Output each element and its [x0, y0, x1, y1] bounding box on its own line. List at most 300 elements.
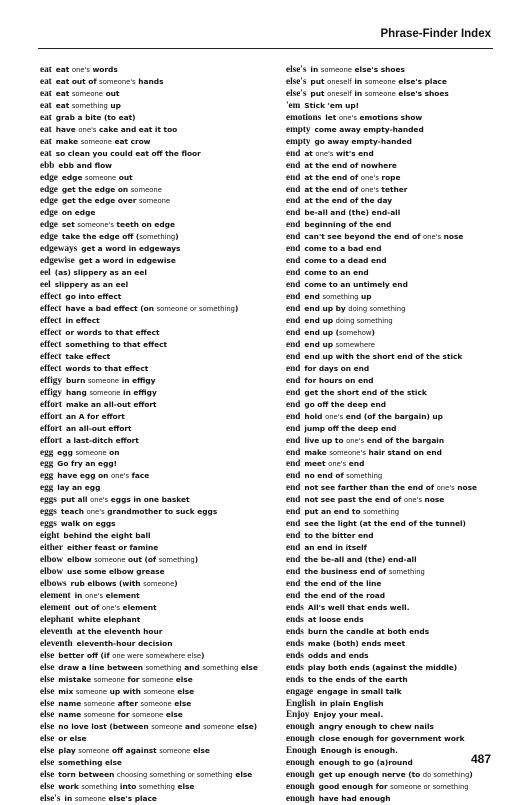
entry-headword: enough: [286, 793, 315, 804]
entry-placeholder-text: someone: [130, 185, 162, 194]
entry-phrase-text: or words to that effect: [65, 327, 160, 337]
entry-phrase-text: teach: [60, 507, 87, 517]
entry-headword: enough: [286, 769, 315, 780]
index-entry: [40, 279, 268, 291]
index-entry: [286, 626, 514, 638]
entry-placeholder-text: someone: [151, 723, 183, 732]
entry-headword: end: [286, 566, 301, 577]
entry-phrase-text: play both ends (against the middle): [307, 662, 458, 672]
entry-phrase-text: get the edge on: [61, 184, 131, 194]
entry-placeholder-text: something: [145, 663, 182, 672]
entry-placeholder-text: one's: [101, 603, 120, 612]
entry-placeholder-text: someone: [364, 89, 396, 98]
entry-phrase-text: come to a bad end: [304, 244, 382, 254]
entry-headword: end: [286, 589, 301, 600]
entry-phrase-text: an end in itself: [304, 543, 367, 553]
entry-phrase-text: at the end of nowhere: [304, 160, 397, 170]
index-entry: [286, 207, 514, 219]
entry-phrase-text: else: [238, 662, 258, 672]
entry-headword: egg: [40, 458, 54, 469]
entry-headword: effigy: [40, 374, 62, 385]
entry-headword: end: [286, 231, 301, 242]
entry-phrase-text: hang: [65, 387, 90, 397]
entry-phrase-text: to the ends of the earth: [307, 674, 408, 684]
entry-phrase-text: on: [106, 447, 120, 457]
index-entry: [286, 219, 514, 231]
index-entry: [40, 614, 268, 626]
entry-headword: element: [40, 601, 71, 612]
index-entry: [286, 709, 514, 721]
index-entry: [286, 590, 514, 602]
entry-phrase-text: (as) slippery as an eel: [54, 268, 147, 278]
entry-phrase-text: nose: [454, 483, 478, 493]
index-entry: [40, 387, 268, 399]
entry-phrase-text: nose: [441, 232, 464, 242]
entry-headword: elbow: [40, 554, 63, 565]
entry-headword: egg: [40, 446, 54, 457]
entry-phrase-text: end: [304, 292, 323, 302]
entry-headword: eat: [40, 147, 52, 158]
entry-headword: end: [286, 518, 301, 529]
entry-headword: Enough: [286, 745, 317, 756]
index-entry: [40, 650, 268, 662]
entry-headword: end: [286, 554, 301, 565]
index-entry: [286, 686, 514, 698]
entry-phrase-text: else): [234, 722, 258, 732]
index-entry: [286, 506, 514, 518]
entry-placeholder-text: somehow: [338, 328, 372, 337]
entry-placeholder-text: someone's: [329, 448, 366, 457]
entry-phrase-text: emotions show: [356, 112, 423, 122]
entry-headword: end: [286, 542, 301, 553]
entry-placeholder-text: one's: [78, 125, 97, 134]
entry-headword: 'em: [286, 99, 301, 110]
entry-placeholder-text: doing something: [348, 305, 406, 314]
entry-headword: effect: [40, 291, 62, 302]
entry-placeholder-text: someone: [132, 711, 164, 720]
index-entry: [40, 602, 268, 614]
index-entry: [40, 458, 268, 470]
index-entry: [40, 64, 268, 76]
index-entry: [286, 291, 514, 303]
entry-phrase-text: in plain English: [319, 698, 384, 708]
entry-phrase-text: in: [74, 590, 85, 600]
index-entry: [40, 757, 268, 769]
index-entry: [286, 423, 514, 435]
entry-placeholder-text: someone: [87, 376, 120, 385]
entry-phrase-text: close enough for government work: [318, 734, 465, 744]
entry-headword: edge: [40, 183, 58, 194]
index-entry: [286, 411, 514, 423]
entry-placeholder-text: something: [138, 783, 175, 792]
entry-headword: else's: [286, 75, 307, 86]
entry-headword: eel: [40, 279, 51, 290]
entry-placeholder-text: doing something: [335, 317, 393, 326]
entry-phrase-text: work: [58, 782, 82, 792]
index-entry: [40, 662, 268, 674]
entry-headword: else: [40, 745, 55, 756]
entry-placeholder-text: someone: [140, 699, 172, 708]
index-entry: [40, 267, 268, 279]
entry-phrase-text: rub elbows (with: [70, 578, 144, 588]
entry-phrase-text: words: [89, 65, 118, 74]
entry-headword: end: [286, 482, 301, 493]
entry-headword: elbows: [40, 577, 67, 588]
index-entry: [40, 470, 268, 482]
index-entry: [286, 530, 514, 542]
entry-phrase-text: else: [190, 746, 210, 756]
entry-phrase-text: white elephant: [77, 614, 141, 624]
entry-headword: end: [286, 458, 301, 469]
entry-headword: enough: [286, 733, 315, 744]
entry-phrase-text: come to an untimely end: [304, 280, 408, 290]
entry-phrase-text: an all-out effort: [65, 423, 132, 433]
entry-placeholder-text: something: [139, 233, 176, 242]
entry-phrase-text: else: [174, 782, 195, 792]
entry-phrase-text: get the edge over: [61, 196, 139, 206]
entry-phrase-text: odds and ends: [307, 650, 369, 660]
entry-phrase-text: the end of the line: [304, 578, 382, 588]
entry-phrase-text: in effigy: [120, 387, 157, 397]
entry-placeholder-text: someone: [143, 579, 175, 588]
entry-headword: elephant: [40, 613, 74, 624]
index-entry: [286, 195, 514, 207]
entry-phrase-text: make (both) ends meet: [307, 638, 406, 648]
entry-phrase-text: end: [346, 459, 365, 469]
entry-headword: else: [40, 697, 55, 708]
index-entry: [40, 327, 268, 339]
entry-headword: edge: [40, 231, 58, 242]
entry-phrase-text: in effigy: [119, 375, 156, 385]
entry-phrase-text: come away empty-handed: [314, 124, 424, 134]
index-entry: [286, 578, 514, 590]
index-entry: [286, 255, 514, 267]
entry-phrase-text: end up with the short end of the stick: [304, 351, 463, 361]
index-entry: [286, 387, 514, 399]
entry-phrase-text: at the end of: [304, 184, 361, 194]
entry-placeholder-text: someone: [143, 687, 175, 696]
entry-placeholder-text: someone: [78, 747, 110, 756]
entry-phrase-text: nose: [421, 495, 445, 505]
entry-phrase-text: eat: [55, 88, 72, 98]
entry-headword: end: [286, 207, 301, 218]
index-entry: [40, 423, 268, 435]
entry-phrase-text: for: [115, 710, 133, 720]
entry-headword: effect: [40, 338, 62, 349]
entry-headword: end: [286, 470, 301, 481]
index-entry: [40, 351, 268, 363]
index-entry: [286, 148, 514, 160]
index-entry: [286, 64, 514, 76]
entry-phrase-text: elbow: [66, 555, 95, 565]
entry-phrase-text: have had enough: [318, 794, 391, 804]
entry-phrase-text: have: [55, 124, 79, 134]
index-entry: [286, 447, 514, 459]
entry-phrase-text: wit's end: [333, 148, 374, 158]
index-entry: [40, 709, 268, 721]
index-entry: [40, 578, 268, 590]
index-entry: [286, 494, 514, 506]
entry-headword: else: [40, 733, 55, 744]
entry-phrase-text: ): [194, 555, 199, 565]
entry-placeholder-text: someone: [89, 388, 121, 397]
entry-phrase-text: for hours on end: [304, 375, 374, 385]
entry-phrase-text: in: [351, 76, 365, 86]
entry-phrase-text: for: [124, 674, 143, 684]
entry-placeholder-text: oneself: [327, 89, 352, 98]
index-entry: [286, 279, 514, 291]
entry-headword: edge: [40, 171, 58, 182]
entry-headword: emotions: [286, 111, 322, 122]
entry-phrase-text: make: [304, 447, 330, 457]
entry-headword: English: [286, 697, 316, 708]
entry-headword: end: [286, 171, 301, 182]
entry-phrase-text: else: [232, 770, 253, 780]
entry-phrase-text: torn between: [58, 770, 117, 780]
entry-phrase-text: ): [235, 304, 239, 314]
entry-headword: end: [286, 326, 301, 337]
entry-headword: eat: [40, 135, 52, 146]
entry-phrase-text: draw a line between: [58, 662, 146, 672]
entry-phrase-text: words to that effect: [65, 363, 149, 373]
index-entry: [40, 769, 268, 781]
entry-phrase-text: and: [181, 662, 203, 672]
index-entry: [286, 662, 514, 674]
entry-placeholder-text: one's: [338, 113, 357, 122]
page-number: 487: [470, 752, 491, 766]
entry-headword: else's: [286, 87, 307, 98]
entry-phrase-text: put an end to: [304, 507, 364, 517]
entry-phrase-text: see the light (at the end of the tunnel): [304, 519, 466, 529]
entry-placeholder-text: one's: [86, 508, 105, 517]
entry-headword: else: [40, 781, 55, 792]
entry-phrase-text: get a word in edgeways: [81, 244, 181, 254]
index-entry: [40, 124, 268, 136]
page-header: [38, 28, 493, 54]
entry-phrase-text: end up by: [304, 304, 349, 314]
entry-phrase-text: meet: [304, 459, 329, 469]
index-entry: [286, 76, 514, 88]
left-index-column: [40, 64, 268, 805]
entry-phrase-text: for days on end: [304, 363, 370, 373]
index-entry: [286, 614, 514, 626]
entry-placeholder-text: someone: [75, 687, 108, 696]
entry-phrase-text: the business end of: [304, 567, 389, 577]
index-entry: [40, 411, 268, 423]
entry-headword: end: [286, 219, 301, 230]
entry-phrase-text: engage in small talk: [317, 686, 402, 696]
index-entry: [40, 686, 268, 698]
entry-placeholder-text: one's: [315, 149, 334, 158]
entry-phrase-text: not see farther than the end of: [304, 483, 437, 493]
index-entry: [40, 674, 268, 686]
index-entry: [286, 375, 514, 387]
index-entry: [286, 518, 514, 530]
entry-headword: ends: [286, 613, 304, 624]
index-entry: [40, 303, 268, 315]
index-entry: [286, 542, 514, 554]
index-entry: [286, 769, 514, 781]
index-entry: [286, 315, 514, 327]
right-index-column: [286, 64, 514, 805]
entry-placeholder-text: someone: [364, 77, 396, 86]
entry-phrase-text: mix: [58, 686, 76, 696]
entry-phrase-text: to the bitter end: [304, 531, 374, 541]
entry-phrase-text: element: [119, 602, 157, 612]
entry-headword: end: [286, 506, 301, 517]
index-entry: [40, 375, 268, 387]
entry-phrase-text: set: [61, 220, 78, 230]
entry-placeholder-text: one's: [71, 66, 90, 74]
entry-phrase-text: go away empty-handed: [314, 136, 412, 146]
index-entry: [40, 638, 268, 650]
entry-phrase-text: eat: [55, 65, 72, 74]
entry-phrase-text: at the eleventh hour: [76, 626, 163, 636]
index-entry: [40, 626, 268, 638]
entry-headword: end: [286, 291, 301, 302]
entry-phrase-text: Enjoy your meal.: [313, 710, 384, 720]
entry-headword: eggs: [40, 506, 57, 517]
entry-phrase-text: else: [171, 698, 192, 708]
entry-headword: eat: [40, 99, 52, 110]
index-entry: [40, 100, 268, 112]
entry-phrase-text: the end of the road: [304, 590, 386, 600]
entry-headword: ends: [286, 649, 304, 660]
entry-headword: end: [286, 434, 301, 445]
entry-headword: edgeways: [40, 243, 78, 254]
entry-phrase-text: go off the deep end: [304, 399, 387, 409]
entry-placeholder-text: one's: [328, 460, 347, 469]
entry-headword: eat: [40, 123, 52, 134]
entry-phrase-text: after: [115, 698, 141, 708]
entry-headword: end: [286, 159, 301, 170]
entry-headword: end: [286, 577, 301, 588]
index-entry: [286, 88, 514, 100]
entry-headword: else: [40, 685, 55, 696]
entry-placeholder-text: one were somewhere else: [112, 651, 202, 660]
entry-headword: ends: [286, 601, 304, 612]
index-entry: [286, 172, 514, 184]
entry-phrase-text: else's place: [105, 794, 157, 804]
index-entry: [40, 88, 268, 100]
entry-phrase-text: else's shoes: [395, 88, 449, 98]
index-entry: [40, 339, 268, 351]
header-rule: [38, 48, 493, 49]
index-entry: [40, 590, 268, 602]
entry-phrase-text: and: [182, 722, 204, 732]
entry-headword: effect: [40, 326, 62, 337]
entry-phrase-text: else's shoes: [351, 65, 405, 74]
entry-phrase-text: else: [174, 686, 195, 696]
entry-placeholder-text: something: [322, 293, 359, 302]
entry-placeholder-text: something: [202, 663, 239, 672]
entry-headword: egg: [40, 482, 54, 493]
index-entry: [40, 231, 268, 243]
entry-phrase-text: in effect: [65, 316, 100, 326]
entry-phrase-text: ): [469, 770, 473, 780]
entry-headword: end: [286, 267, 301, 278]
entry-headword: engage: [286, 685, 314, 696]
entry-placeholder-text: someone or something: [156, 305, 235, 314]
entry-placeholder-text: one's: [436, 484, 455, 493]
entry-headword: enough: [286, 757, 315, 768]
entry-phrase-text: in: [351, 88, 365, 98]
entry-headword: eat: [40, 75, 52, 86]
entry-phrase-text: grandmother to suck eggs: [104, 507, 218, 517]
entry-placeholder-text: someone: [83, 711, 115, 720]
entry-phrase-text: live up to: [304, 435, 347, 445]
entry-headword: ends: [286, 673, 304, 684]
entry-phrase-text: burn the candle at both ends: [307, 626, 430, 636]
index-entry: [286, 470, 514, 482]
index-entry: [40, 518, 268, 530]
entry-headword: effect: [40, 362, 62, 373]
entry-placeholder-text: something: [363, 508, 400, 517]
entry-headword: enough: [286, 781, 315, 792]
entry-phrase-text: mistake: [58, 674, 94, 684]
index-entry: [286, 363, 514, 375]
entry-headword: Enjoy: [286, 709, 310, 720]
entry-phrase-text: angry enough to chew nails: [318, 722, 434, 732]
entry-headword: effort: [40, 422, 62, 433]
entry-phrase-text: else's place: [395, 76, 447, 86]
entry-phrase-text: Go fry an egg!: [57, 459, 118, 469]
index-entry: [40, 494, 268, 506]
entry-placeholder-text: something: [71, 101, 108, 110]
entry-phrase-text: or else: [58, 734, 87, 744]
entry-headword: enough: [286, 721, 315, 732]
entry-headword: else: [40, 721, 55, 732]
entry-phrase-text: ): [175, 232, 179, 242]
entry-phrase-text: All's well that ends well.: [307, 602, 410, 612]
entry-phrase-text: an A for effort: [65, 411, 125, 421]
index-entry: [40, 207, 268, 219]
entry-phrase-text: either feast or famine: [66, 543, 159, 553]
entry-headword: ebb: [40, 159, 55, 170]
entry-placeholder-text: choosing something or something: [116, 771, 233, 780]
entry-placeholder-text: one's: [90, 496, 109, 505]
entry-phrase-text: end (of the bargain) up: [343, 411, 443, 421]
index-entry: [286, 267, 514, 279]
entry-headword: end: [286, 147, 301, 158]
entry-phrase-text: off against: [109, 746, 160, 756]
entry-placeholder-text: someone: [85, 173, 117, 182]
index-entry: [40, 160, 268, 172]
entry-headword: effigy: [40, 386, 62, 397]
entry-phrase-text: ): [174, 578, 178, 588]
entry-headword: end: [286, 374, 301, 385]
entry-headword: end: [286, 279, 301, 290]
entry-placeholder-text: someone: [74, 795, 106, 804]
entry-phrase-text: so clean you could eat off the floor: [55, 148, 201, 158]
index-entry: [40, 184, 268, 196]
entry-placeholder-text: somewhere: [335, 340, 375, 349]
entry-phrase-text: play: [58, 746, 79, 756]
entry-phrase-text: ebb and flow: [58, 160, 112, 170]
index-entry: [286, 638, 514, 650]
entry-headword: effort: [40, 398, 62, 409]
entry-placeholder-text: something: [158, 556, 195, 565]
entry-phrase-text: at the end of the day: [304, 196, 393, 206]
index-entry: [40, 255, 268, 267]
entry-headword: end: [286, 183, 301, 194]
entry-headword: edge: [40, 195, 58, 206]
entry-headword: edgewise: [40, 255, 75, 266]
entry-phrase-text: element: [103, 590, 140, 600]
entry-headword: end: [286, 243, 301, 254]
entry-phrase-text: be-all and (the) end-all: [304, 208, 401, 218]
entry-placeholder-text: someone: [75, 448, 107, 457]
